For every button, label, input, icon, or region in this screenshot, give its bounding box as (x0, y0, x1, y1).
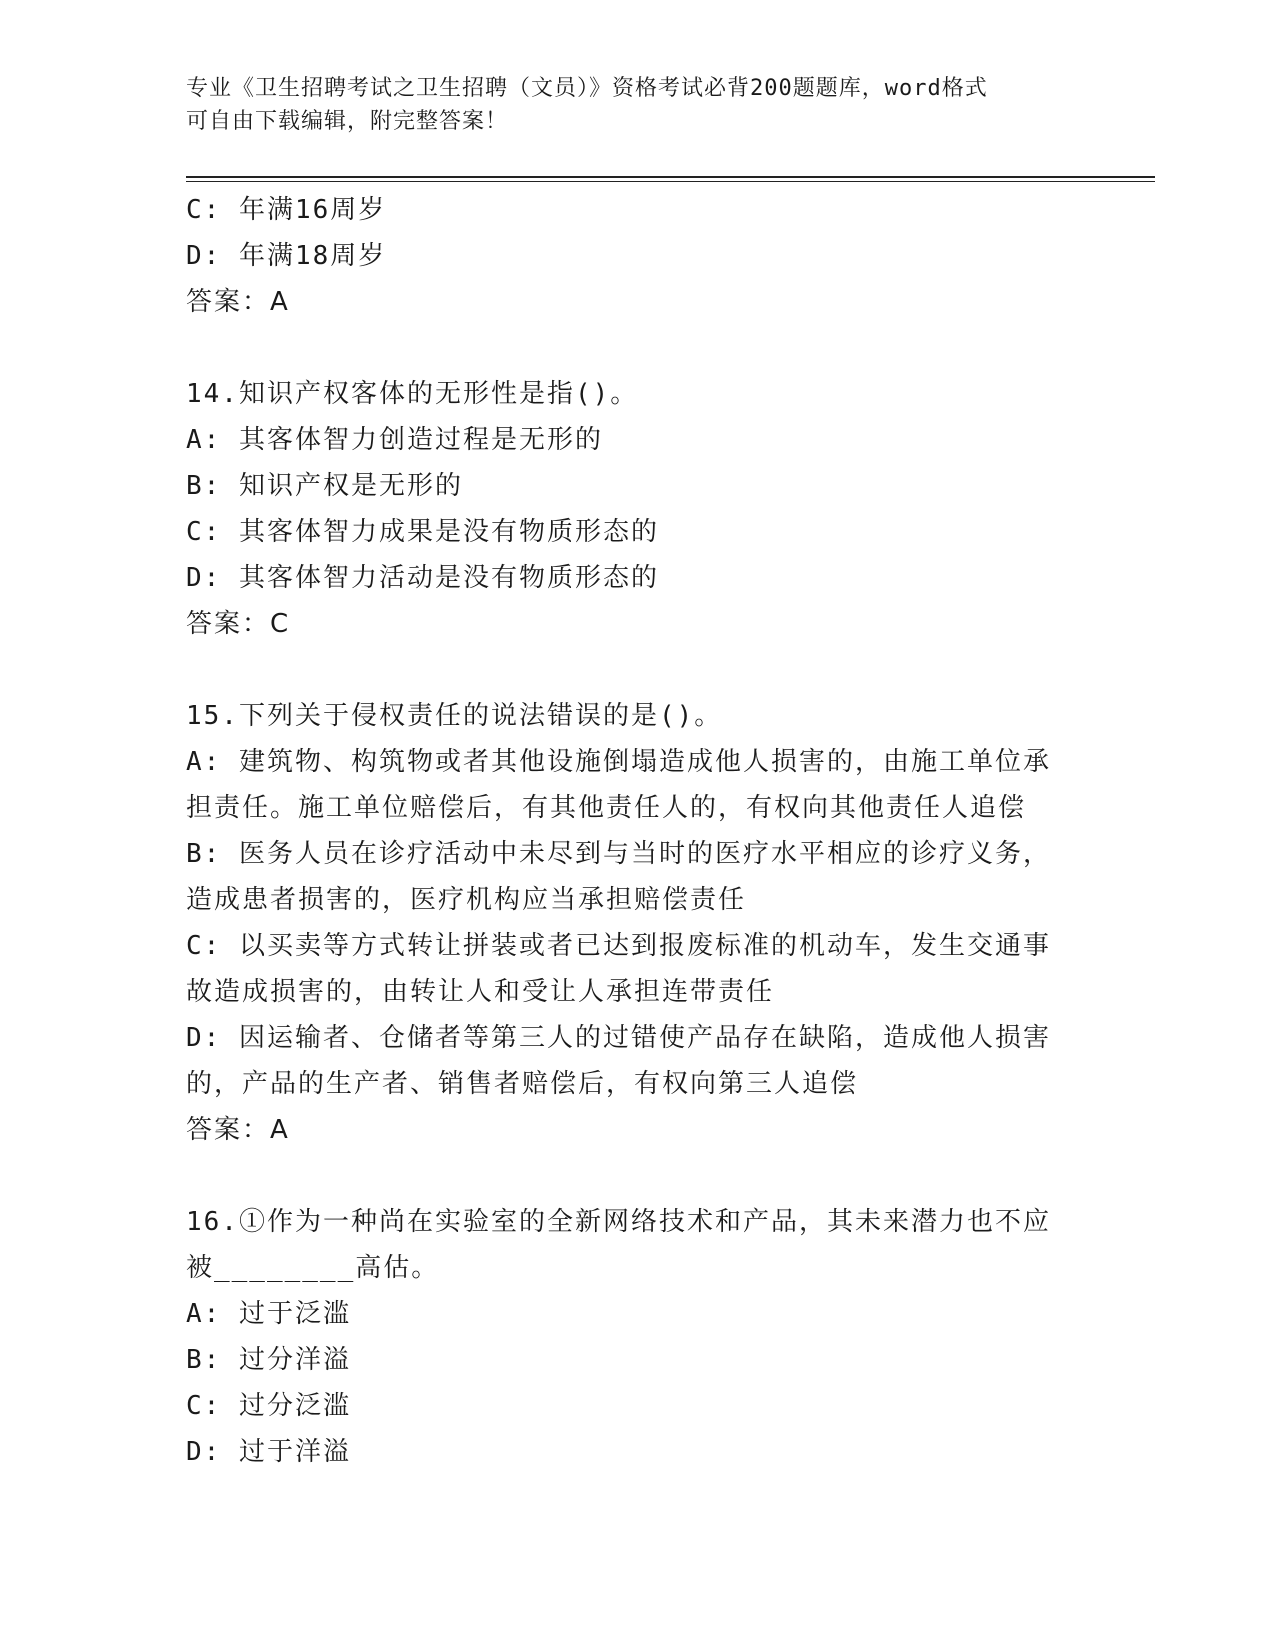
header-divider (186, 176, 1155, 182)
answer-line: 答案：C (186, 609, 291, 639)
option-line: D: 年满18周岁 (186, 241, 387, 271)
header-title-line-1: 专业《卫生招聘考试之卫生招聘（文员）》资格考试必背200题题库，word格式 (186, 76, 988, 101)
option-line: C: 过分泛滥 (186, 1391, 351, 1421)
answer-line: 答案：A (186, 1115, 290, 1145)
answer-line: 答案：A (186, 287, 290, 317)
option-line: 故造成损害的，由转让人和受让人承担连带责任 (186, 977, 775, 1007)
option-line: B: 知识产权是无形的 (186, 471, 463, 501)
option-line: D: 过于洋溢 (186, 1437, 351, 1467)
document-header (186, 72, 1066, 138)
option-line: 担责任。施工单位赔偿后，有其他责任人的，有权向其他责任人追偿 (186, 793, 1027, 823)
question-stem: 14.知识产权客体的无形性是指()。 (186, 379, 639, 409)
spacer (186, 325, 1076, 371)
option-line: C: 以买卖等方式转让拼装或者已达到报废标准的机动车，发生交通事 (186, 931, 1051, 961)
question-stem: 15.下列关于侵权责任的说法错误的是()。 (186, 701, 723, 731)
question-list (186, 187, 1076, 1475)
option-line: D: 其客体智力活动是没有物质形态的 (186, 563, 659, 593)
option-line: B: 过分洋溢 (186, 1345, 351, 1375)
option-line: A: 其客体智力创造过程是无形的 (186, 425, 603, 455)
header-title-line-2: 可自由下载编辑，附完整答案！ (186, 109, 509, 134)
option-line: 的，产品的生产者、销售者赔偿后，有权向第三人追偿 (186, 1069, 859, 1099)
spacer (186, 647, 1076, 693)
question-stem-continued: 被________高估。 (186, 1253, 440, 1283)
option-line: C: 其客体智力成果是没有物质形态的 (186, 517, 659, 547)
option-line: A: 建筑物、构筑物或者其他设施倒塌造成他人损害的，由施工单位承 (186, 747, 1051, 777)
option-line: B: 医务人员在诊疗活动中未尽到与当时的医疗水平相应的诊疗义务， (186, 839, 1051, 869)
option-line: D: 因运输者、仓储者等第三人的过错使产品存在缺陷，造成他人损害 (186, 1023, 1051, 1053)
option-line: 造成患者损害的，医疗机构应当承担赔偿责任 (186, 885, 747, 915)
option-line: A: 过于泛滥 (186, 1299, 351, 1329)
option-line: C: 年满16周岁 (186, 195, 387, 225)
question-stem: 16.①作为一种尚在实验室的全新网络技术和产品，其未来潜力也不应 (186, 1207, 1051, 1237)
spacer (186, 1153, 1076, 1199)
